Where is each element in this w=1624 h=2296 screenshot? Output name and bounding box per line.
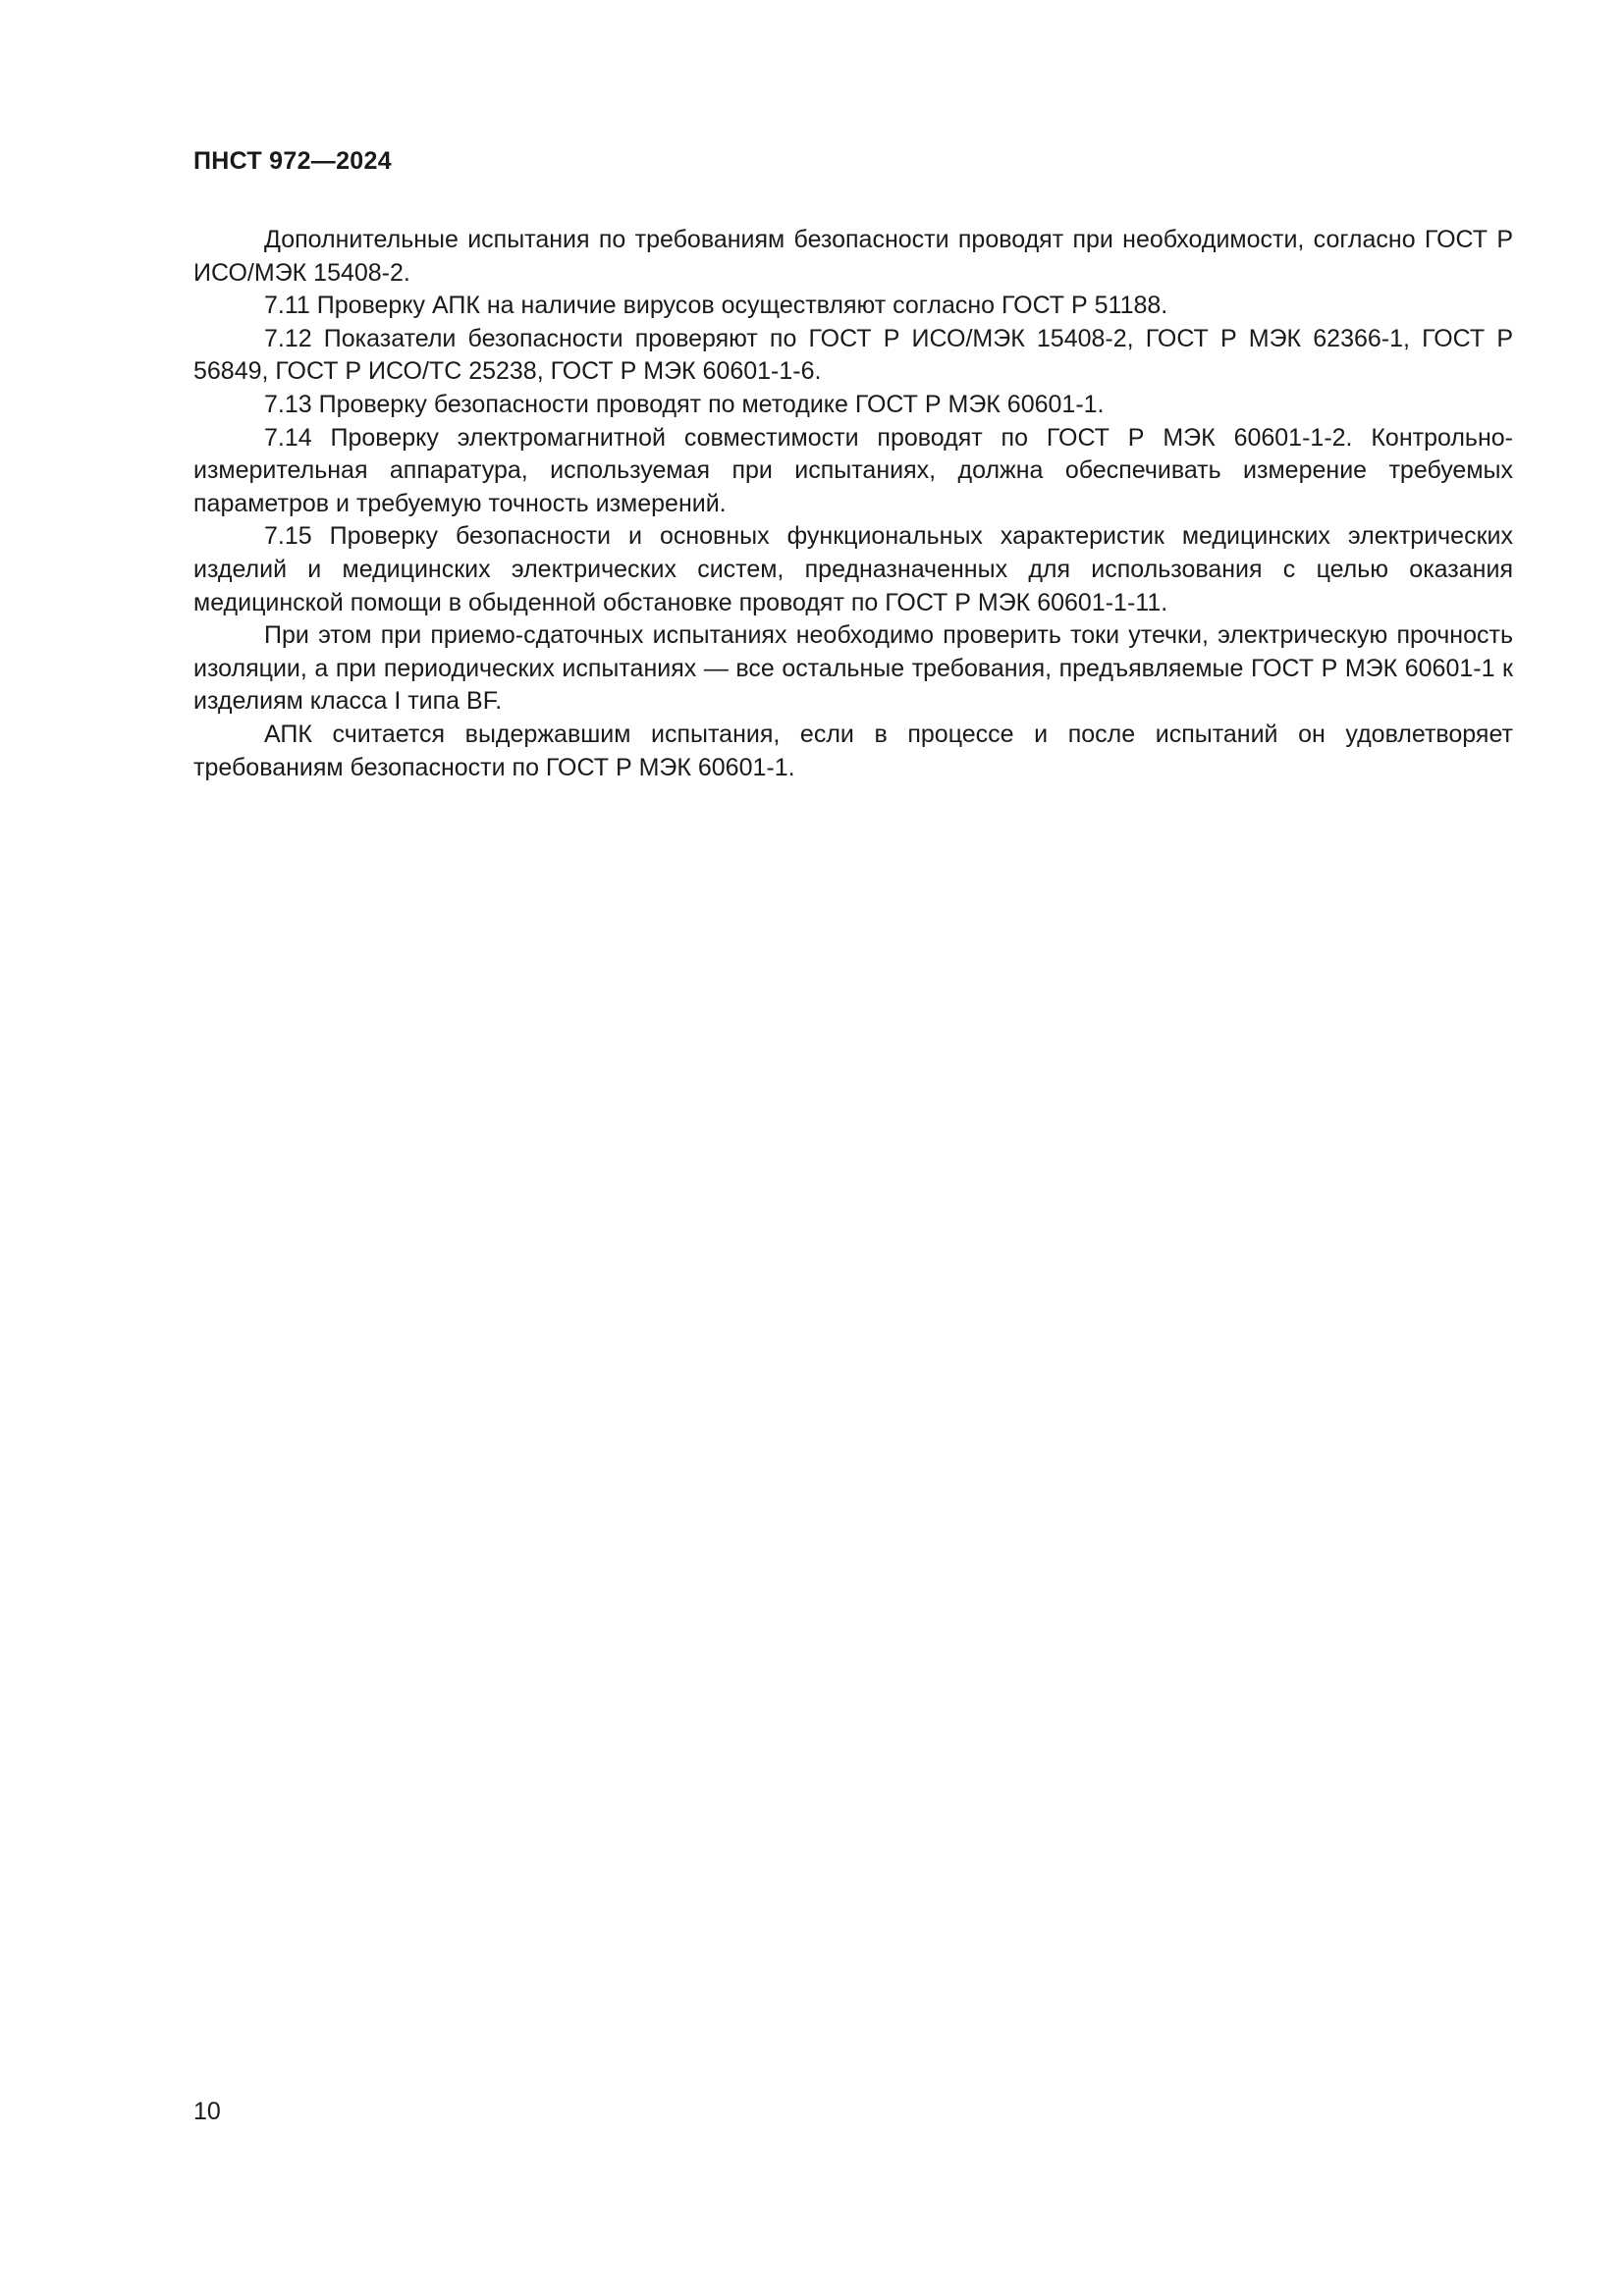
paragraph-7-14: 7.14 Проверку электромагнитной совместимости проводят по ГОСТ Р МЭК 60601-1-2. Контрольно-измерительная аппаратура, используемая при испытаниях, должна обеспечивать измерение требуемых параметров и требуемую точность измерений.	[193, 423, 1513, 517]
document-header: ПНСТ 972—2024	[193, 147, 392, 175]
paragraph-7-11: 7.11 Проверку АПК на наличие вирусов осуществляют согласно ГОСТ Р 51188.	[264, 292, 1168, 320]
paragraph-conclusion: АПК считается выдержавшим испытания, если в процессе и после испытаний он удовлетворяет требованиям безопасности по ГОСТ Р МЭК 60601-1.	[193, 720, 1513, 781]
paragraph-7-12: 7.12 Показатели безопасности проверяют по ГОСТ Р ИСО/МЭК 15408-2, ГОСТ Р МЭК 62366-1, ГОСТ Р 56849, ГОСТ Р ИСО/ТС 25238, ГОСТ Р МЭК 60601-1-6.	[193, 324, 1513, 386]
paragraph-additional-tests: Дополнительные испытания по требованиям безопасности проводят при необходимости, согласно ГОСТ Р ИСО/МЭК 15408-2.	[193, 226, 1513, 287]
page-number: 10	[193, 2098, 221, 2125]
paragraph-7-15: 7.15 Проверку безопасности и основных функциональных характеристик медицинских электрических изделий и медицинских электрических систем, предназначенных для использования с целью оказания медицинской помощи в обыденной обстановке проводят по ГОСТ Р МЭК 60601-1-11.	[193, 522, 1513, 616]
paragraph-7-13: 7.13 Проверку безопасности проводят по методике ГОСТ Р МЭК 60601-1.	[264, 390, 1105, 418]
document-body	[193, 224, 1513, 784]
paragraph-acceptance-tests: При этом при приемо-сдаточных испытаниях необходимо проверить токи утечки, электрическую прочность изоляции, а при периодических испытаниях — все остальные требования, предъявляемые ГОСТ Р МЭК 60601-1 к изделиям класса I типа BF.	[193, 621, 1513, 716]
